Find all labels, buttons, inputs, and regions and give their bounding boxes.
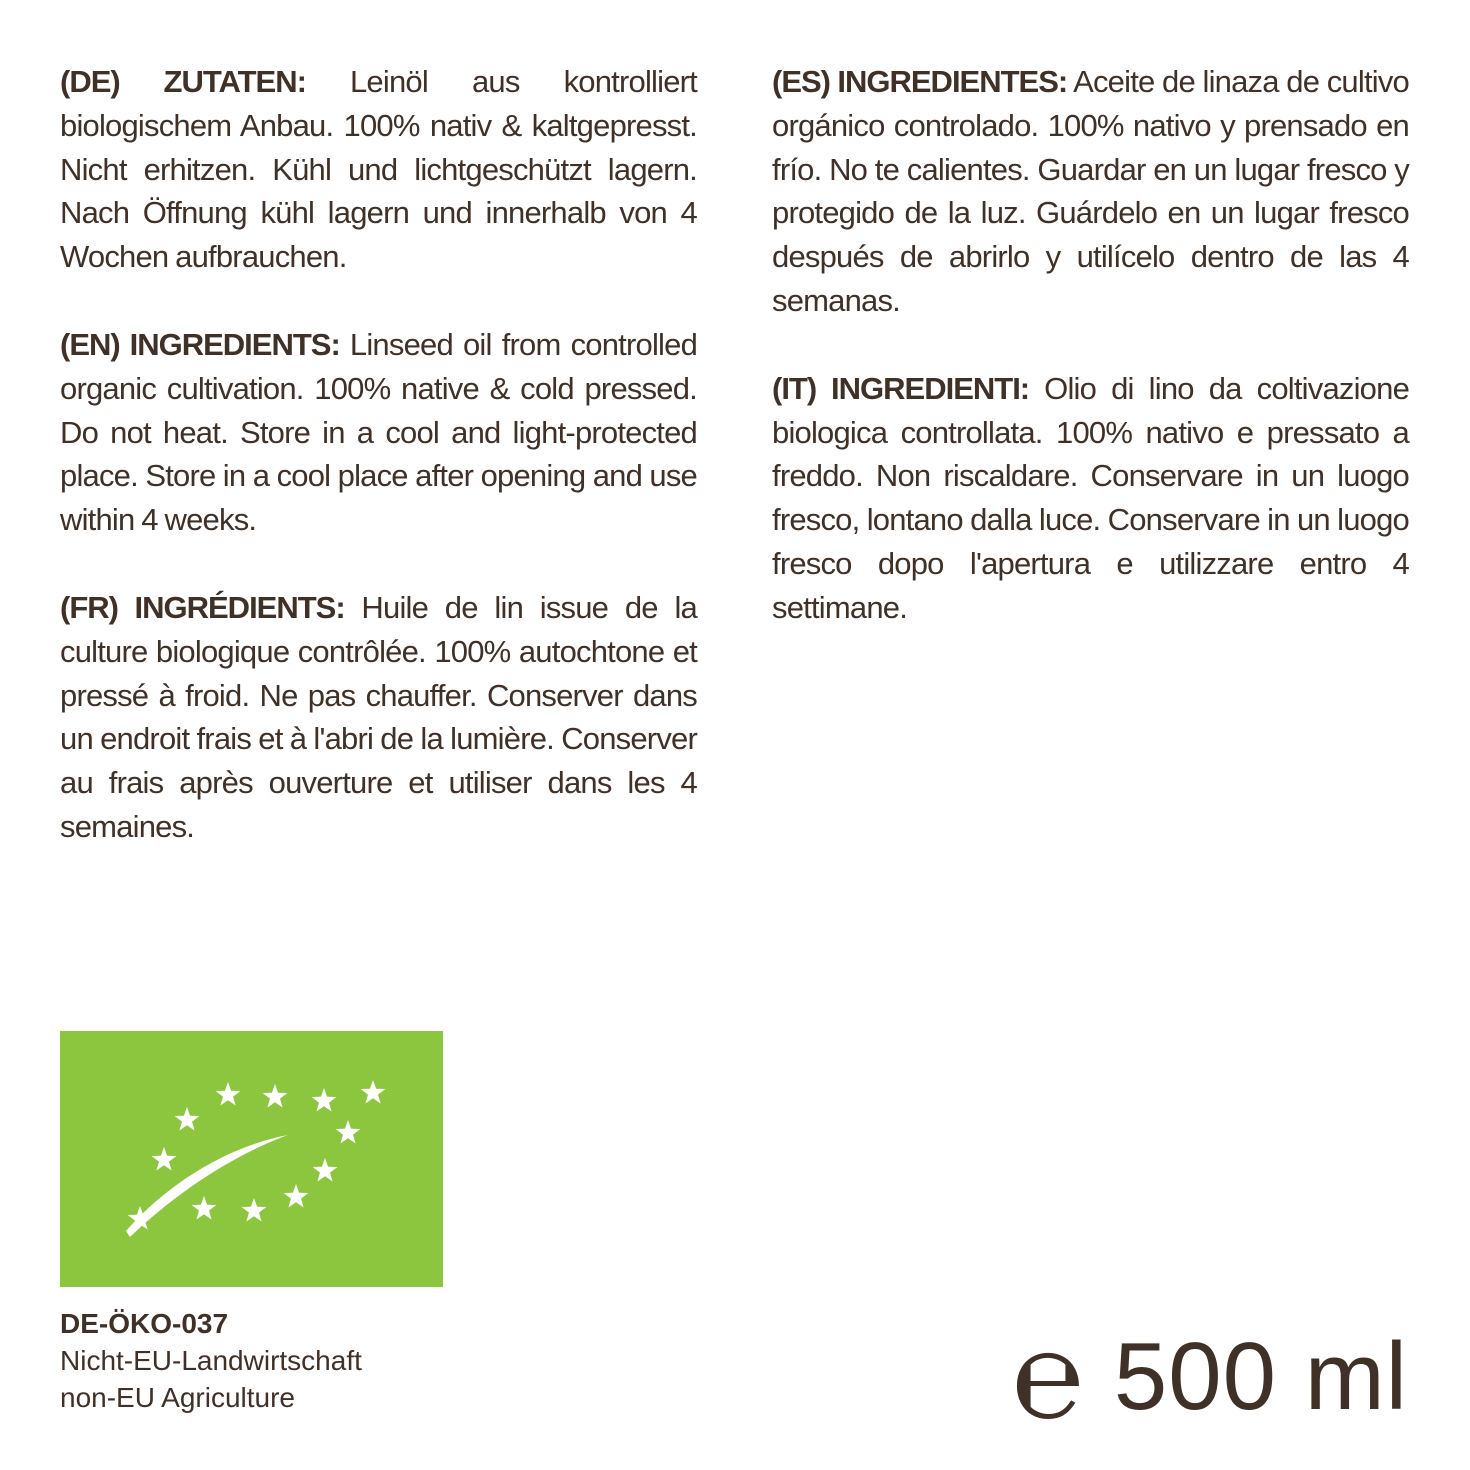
- ingredients-de-text: Leinöl aus kontrolliert biologischem Anbau. 100% nativ & kaltgepresst. Nicht erhitzen. Kühl und lichtgeschützt lagern. Nach Öffnung kühl lagern und innerhalb von 4 Wochen aufbrauchen.: [60, 64, 697, 275]
- ingredients-it-text: Olio di lino da coltivazione biologica controllata. 100% nativo e pressato a freddo. Non riscaldare. Conservare in un luogo fresco, lontano dalla luce. Conservare in un luogo fresco dopo l'apertura e utilizzare entro 4 settimane.: [772, 370, 1410, 625]
- agriculture-origin-en: non-EU Agriculture: [60, 1382, 296, 1413]
- ingredients-it-heading: (IT) INGREDIENTI:: [772, 370, 1030, 406]
- ingredients-es-heading: (ES) INGREDIENTES:: [772, 64, 1068, 99]
- ingredients-en: [60, 323, 697, 542]
- ingredients-de-heading: (DE) ZUTATEN:: [60, 64, 306, 99]
- eu-organic-leaf-icon: [60, 1031, 443, 1287]
- ingredients-fr: [60, 586, 697, 849]
- ingredients-left-column: [60, 60, 697, 893]
- organic-control-code: DE-ÖKO-037: [60, 1308, 229, 1339]
- net-volume: [1011, 1307, 1408, 1446]
- ingredients-fr-text: Huile de lin issue de la culture biologique contrôlée. 100% autochtone et pressé à froid. Ne pas chauffer. Conserver dans un endroit frais et à l'abri de la lumière. Conserver au frais après ouverture et utiliser dans les 4 semaines.: [60, 589, 698, 844]
- ingredients-fr-heading: (FR) INGRÉDIENTS:: [60, 589, 345, 625]
- ingredients-en-heading: (EN) INGREDIENTS:: [60, 326, 340, 362]
- agriculture-origin-de: Nicht-EU-Landwirtschaft: [60, 1345, 362, 1376]
- estimated-sign-icon: ℮: [1011, 1307, 1084, 1446]
- ingredients-es-text: Aceite de linaza de cultivo orgánico controlado. 100% nativo y prensado en frío. No te calientes. Guardar en un lugar fresco y protegido de la luz. Guárdelo en un lugar fresco después de abrirlo y utilícelo dentro de las 4 semanas.: [772, 64, 1409, 318]
- volume-amount: 500 ml: [1113, 1323, 1408, 1430]
- ingredients-es: [772, 60, 1409, 323]
- certification-info: [60, 1305, 362, 1416]
- ingredients-en-text: Linseed oil from controlled organic cultivation. 100% native & cold pressed. Do not heat. Store in a cool and light-protected place. Store in a cool place after opening and use within 4 weeks.: [60, 326, 698, 538]
- ingredients-right-column: [772, 60, 1409, 674]
- ingredients-it: [772, 367, 1409, 630]
- ingredients-de: [60, 60, 697, 279]
